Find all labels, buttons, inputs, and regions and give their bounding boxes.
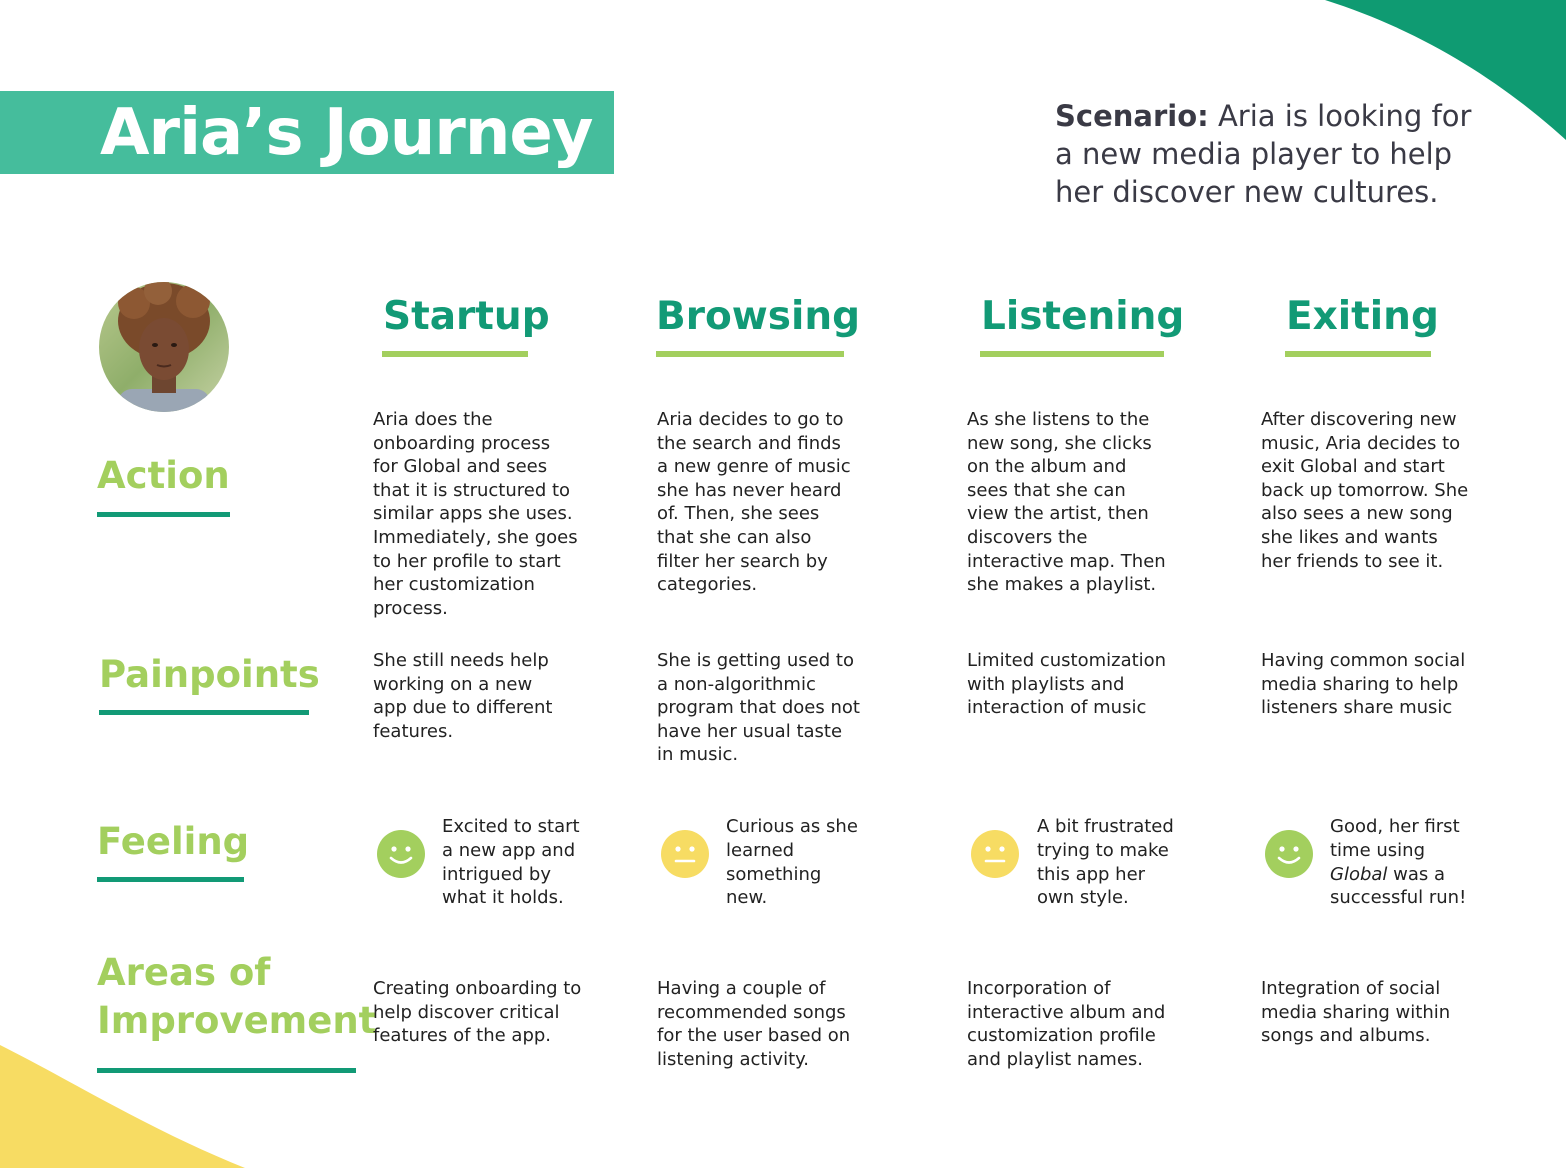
action-cell-exiting: After discovering new music, Aria decides to exit Global and start back up tomorrow. She also sees a new song she likes and wants her friends to see it. (1261, 409, 1469, 572)
row-underline (97, 1068, 356, 1073)
improvement-cell-exiting: Integration of social media sharing within songs and albums. (1261, 978, 1451, 1047)
stage-heading-startup: Startup (383, 294, 550, 339)
painpoint-cell-startup: She still needs help working on a new app due to different features. (373, 650, 553, 742)
stage-underline (382, 351, 528, 357)
scenario-label: Scenario: (1055, 99, 1209, 133)
action-cell-browsing: Aria decides to go to the search and finds a new genre of music she has never heard of. Then, she sees that she can also filter her search by categories. (657, 409, 851, 596)
feeling-text-listening: A bit frustrated trying to make this app her own style. (1037, 816, 1174, 909)
row-label-areas-of-improvement (97, 949, 376, 1045)
row-label-feeling: Feeling (97, 820, 250, 863)
row-underline (97, 877, 244, 882)
scenario-text (1055, 97, 1475, 211)
scenario-description: Aria is looking for a new media player to help her discover new cultures. (1055, 99, 1472, 209)
action-cell-listening: As she listens to the new song, she clicks on the album and sees that she can view the artist, then discovers the interactive map. Then she makes a playlist. (967, 409, 1166, 596)
painpoint-cell-listening: Limited customization with playlists and interaction of music (967, 650, 1167, 719)
stage-underline (1285, 351, 1431, 357)
stage-heading-listening: Listening (981, 294, 1185, 339)
row-label-action: Action (97, 454, 230, 497)
action-cell-startup: Aria does the onboarding process for Global and sees that it is structured to similar apps she uses. Immediately, she goes to her profile to start her customization process. (373, 409, 578, 619)
happy-face-icon (376, 829, 426, 879)
improvement-cell-listening: Incorporation of interactive album and customization profile and playlist names. (967, 978, 1166, 1070)
neutral-face-icon (660, 829, 710, 879)
persona-avatar (98, 281, 230, 413)
stage-heading-exiting: Exiting (1286, 294, 1439, 339)
happy-face-icon (1264, 829, 1314, 879)
row-label-line: Areas of (97, 951, 271, 994)
painpoint-cell-exiting: Having common social media sharing to help listeners share music (1261, 650, 1466, 719)
feeling-text-part: Good, her first time using (1330, 816, 1460, 861)
row-label-line: Improvement (97, 999, 377, 1042)
feeling-text-browsing: Curious as she learned something new. (726, 816, 858, 909)
row-underline (99, 710, 309, 715)
neutral-face-icon (970, 829, 1020, 879)
row-underline (97, 512, 230, 517)
improvement-cell-startup: Creating onboarding to help discover critical features of the app. (373, 978, 582, 1047)
feeling-text-exiting (1330, 815, 1470, 910)
stage-heading-browsing: Browsing (656, 294, 861, 339)
stage-underline (980, 351, 1164, 357)
feeling-text-startup: Excited to start a new app and intrigued by what it holds. (442, 816, 580, 909)
feeling-text-part: was a successful run! (1330, 863, 1467, 909)
feeling-text-emphasis: Global (1330, 863, 1388, 885)
painpoint-cell-browsing: She is getting used to a non-algorithmic program that does not have her usual taste in music. (657, 650, 860, 766)
stage-underline (656, 351, 844, 357)
row-label-painpoints: Painpoints (99, 653, 320, 696)
corner-yellow-shape (0, 1040, 250, 1168)
page-title: Aria’s Journey (100, 96, 593, 170)
improvement-cell-browsing: Having a couple of recommended songs for the user based on listening activity. (657, 978, 851, 1070)
